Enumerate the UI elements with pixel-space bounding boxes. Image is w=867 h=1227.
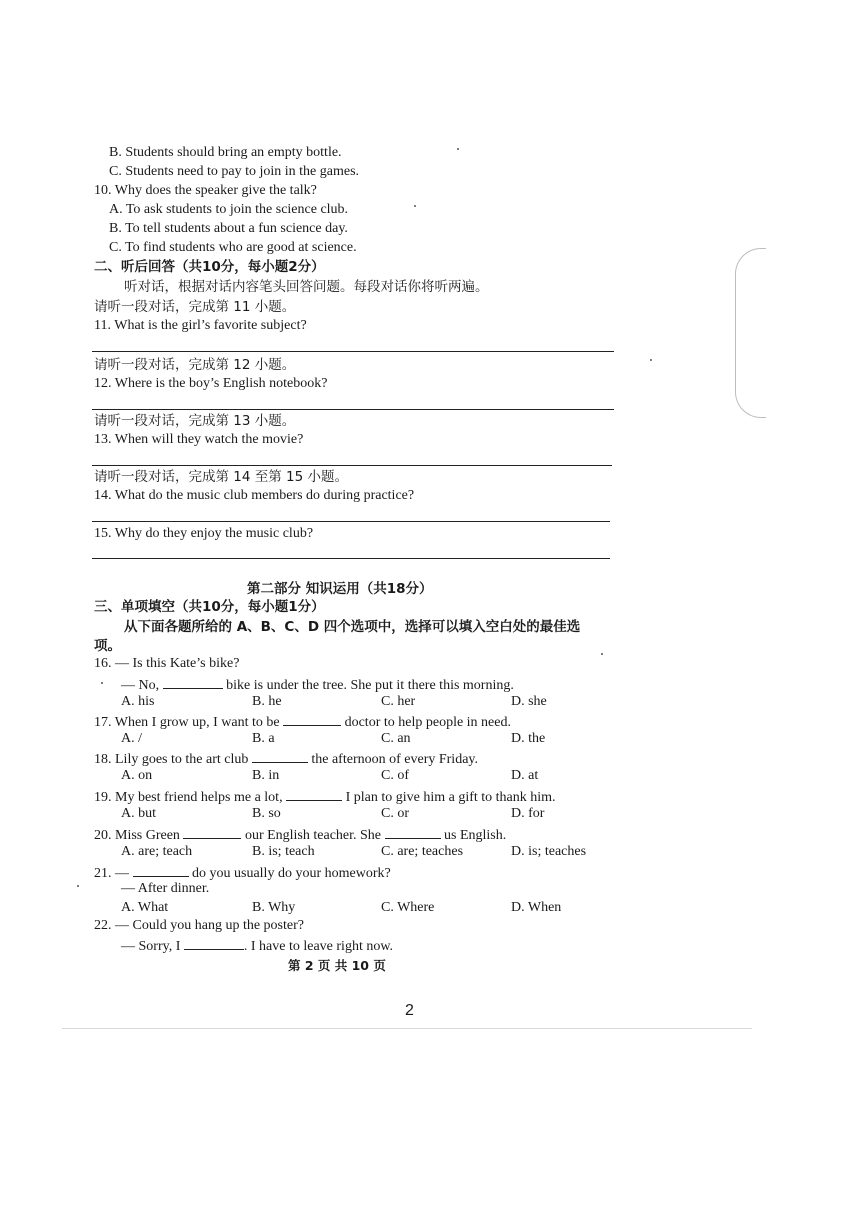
q18-blank[interactable] [252,748,308,763]
q19-option-b[interactable]: B. so [252,806,281,821]
q15-answer-line[interactable] [92,558,610,559]
q21-option-d[interactable]: D. When [511,900,562,915]
q21-option-a[interactable]: A. What [121,900,169,915]
scan-speck [601,653,603,655]
q21-line2: — After dinner. [121,881,210,896]
scan-speck [101,682,103,684]
page-number: 2 [405,1002,414,1019]
q20-blank-2[interactable] [385,824,441,839]
q20-stem: 20. Miss Green our English teacher. She us English. [94,824,506,845]
q18-option-d[interactable]: D. at [511,768,539,783]
scan-speck [414,205,416,207]
page-info: 第 2 页 共 10 页 [288,958,386,973]
q14-question: 14. What do the music club members do during practice? [94,488,415,503]
q16-blank[interactable] [163,674,223,689]
q9-option-b: B. Students should bring an empty bottle. [109,145,342,160]
part2-title: 第二部分 知识运用（共18分） [247,581,433,597]
section2-title: 二、听后回答（共10分，每小题2分） [94,259,325,275]
q12-question: 12. Where is the boy’s English notebook? [94,376,328,391]
q17-option-b[interactable]: B. a [252,731,275,746]
q19-option-d[interactable]: D. for [511,806,545,821]
scan-edge-line [62,1028,752,1029]
scan-speck [77,885,79,887]
q18-option-b[interactable]: B. in [252,768,280,783]
q17-option-c[interactable]: C. an [381,731,411,746]
q22-blank[interactable] [184,935,244,950]
section3-instruction-2: 项。 [94,638,121,654]
q16-option-a[interactable]: A. his [121,694,155,709]
q12-prompt: 请听一段对话，完成第 12 小题。 [94,357,296,373]
q20-option-a[interactable]: A. are; teach [121,844,193,859]
q17-blank[interactable] [283,711,341,726]
q12-answer-line[interactable] [92,409,614,410]
q10-option-a: A. To ask students to join the science club. [109,202,349,217]
section3-instruction-1: 从下面各题所给的 A、B、C、D 四个选项中，选择可以填入空白处的最佳选 [124,619,581,635]
q21-option-c[interactable]: C. Where [381,900,435,915]
q15-question: 15. Why do they enjoy the music club? [94,526,314,541]
q20-option-d[interactable]: D. is; teaches [511,844,587,859]
q13-prompt: 请听一段对话，完成第 13 小题。 [94,413,296,429]
q20-option-b[interactable]: B. is; teach [252,844,315,859]
q19-option-a[interactable]: A. but [121,806,156,821]
q21-stem: 21. — do you usually do your homework? [94,862,391,883]
q22-line2: — Sorry, I . I have to leave right now. [121,935,393,956]
section2-instruction: 听对话，根据对话内容笔头回答问题。每段对话你将听两遍。 [124,279,489,295]
q21-blank[interactable] [133,862,189,877]
section3-title: 三、单项填空（共10分，每小题1分） [94,599,325,615]
q11-prompt: 请听一段对话，完成第 11 小题。 [94,299,296,315]
q10-stem: 10. Why does the speaker give the talk? [94,183,317,198]
q14-answer-line[interactable] [92,521,610,522]
q21-option-b[interactable]: B. Why [252,900,296,915]
q10-option-b: B. To tell students about a fun science day. [109,221,348,236]
q19-stem: 19. My best friend helps me a lot, I plan to give him a gift to thank him. [94,786,556,807]
q16-option-b[interactable]: B. he [252,694,282,709]
q17-stem: 17. When I grow up, I want to be doctor to help people in need. [94,711,511,732]
q19-blank[interactable] [286,786,342,801]
q18-option-c[interactable]: C. of [381,768,409,783]
q18-stem: 18. Lily goes to the art club the afternoon of every Friday. [94,748,478,769]
q17-option-a[interactable]: A. / [121,731,142,746]
q11-question: 11. What is the girl’s favorite subject? [94,318,307,333]
q20-option-c[interactable]: C. are; teaches [381,844,464,859]
q14-15-prompt: 请听一段对话，完成第 14 至第 15 小题。 [94,469,349,485]
q18-option-a[interactable]: A. on [121,768,153,783]
q13-question: 13. When will they watch the movie? [94,432,304,447]
q16-option-c[interactable]: C. her [381,694,416,709]
binding-margin-mark [735,248,766,418]
q17-option-d[interactable]: D. the [511,731,546,746]
q9-option-c: C. Students need to pay to join in the games. [109,164,360,179]
q16-line2: — No, bike is under the tree. She put it there this morning. [121,674,514,695]
q13-answer-line[interactable] [92,465,612,466]
q10-option-c: C. To find students who are good at science. [109,240,357,255]
q16-stem: 16. — Is this Kate’s bike? [94,656,240,671]
q11-answer-line[interactable] [92,351,614,352]
q22-stem: 22. — Could you hang up the poster? [94,918,304,933]
q19-option-c[interactable]: C. or [381,806,409,821]
scan-speck [650,359,652,361]
q16-option-d[interactable]: D. she [511,694,547,709]
q20-blank-1[interactable] [183,824,241,839]
scan-speck [457,148,459,150]
